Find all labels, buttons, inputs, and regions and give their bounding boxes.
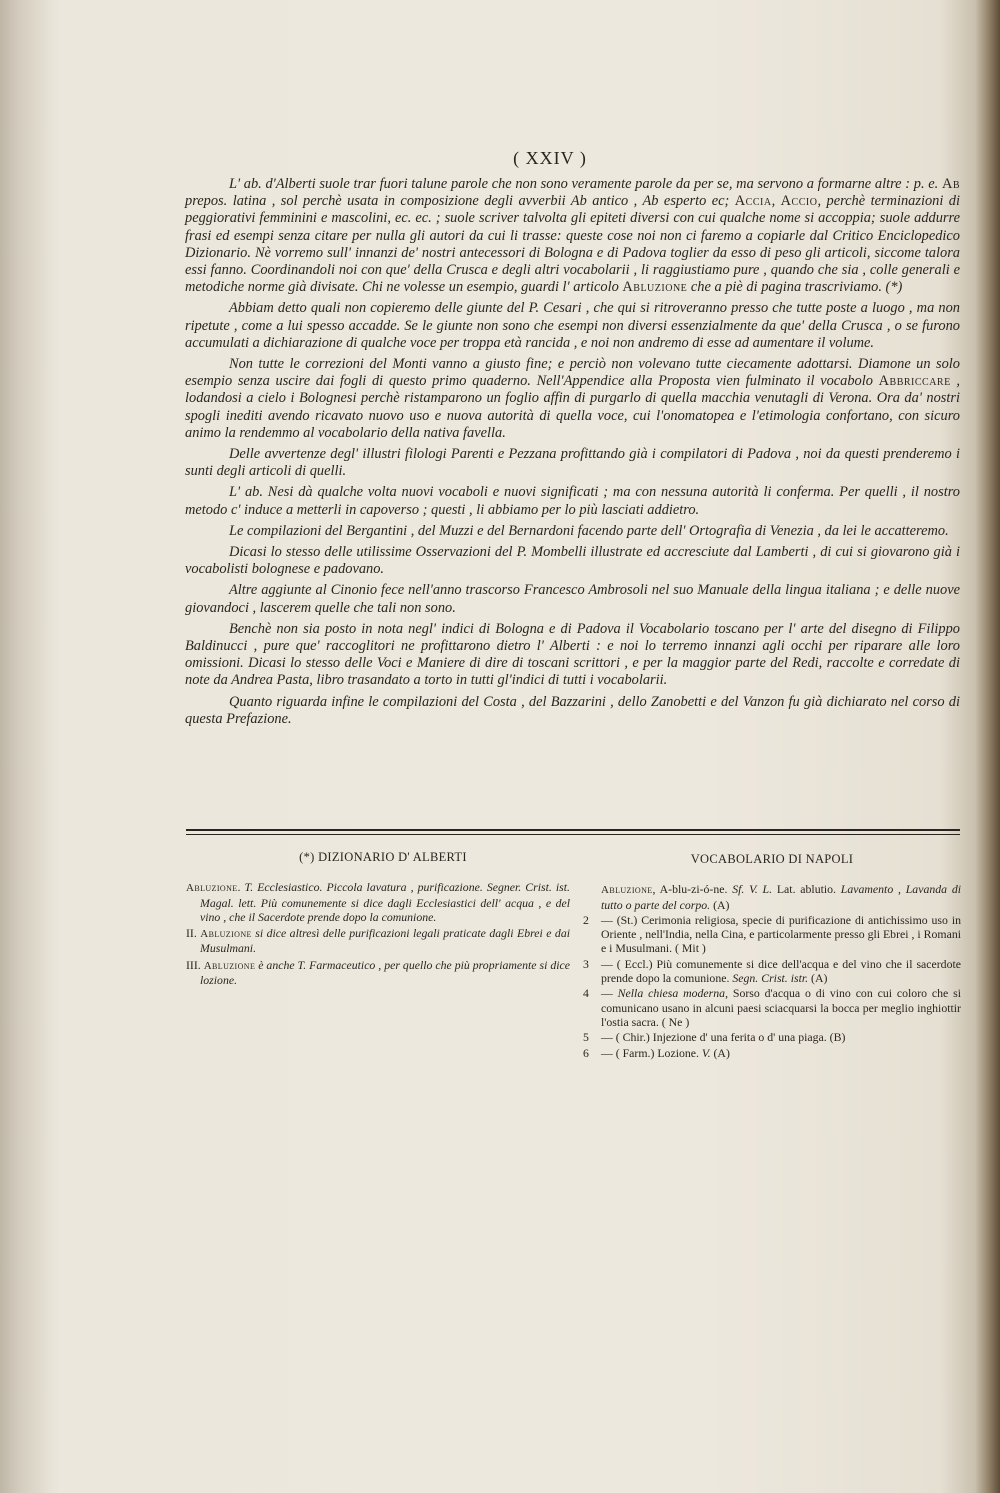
paragraph-text: Altre aggiunte al Cinonio fece nell'anno trascorso Francesco Ambrosoli nel suo Manuale della lingua italiana ; e delle nuove giovandoci , lascerem quelle che tali non sono. [185,582,960,616]
paragraph-text: Delle avvertenze degl' illustri filologi Parenti e Pezzana profittando già i compilatori di Padova , noi da questi prenderemo i sunti degli articoli di quelli. [185,446,960,480]
entry-text: — (St.) Cerimonia religiosa, specie di purificazione di antichissimo uso in Oriente , nell'India, nella Cina, e particolarmente presso gli Ebrei , i Romani e i Musulmani. ( Mit ) [601,912,961,956]
napoli-entry [583,957,961,986]
entry-text: (A) [710,897,730,912]
entry-text: , A-blu-zi-ó-ne. [652,882,733,897]
paragraph-text: Non tutte le correzioni del Monti vanno a giusto fine; e perciò non volevano tutte ciecamente adottarsi. Diamone un solo esempio senza uscire dai fogli di questo primo quaderno. Nell'Appendice alla Proposta vien fulminato il vocabolo [185,356,960,390]
entry-text: , Sorso d'acqua o di vino con cui coloro che si comunicano usano in alcuni paesi sciacquarsi la bocca per meglio inghiottir l'ostia sacra. ( Ne ) [601,986,961,1029]
main-body-text [185,176,960,732]
paragraph-text: Abbiam detto quali non copieremo delle giunte del P. Cesari , che qui si ritroveranno presso che tutte poste a luogo , ma non ripetute , come a lui spesso accadde. Se le giunte non sono che esempi non diversi essenzialmente da que' della Crusca , o se furono accumulati a dichiarazione di qualche voce per troppa età rancida , e noi non andremo di esse ad aumentare il volume. [185,300,960,351]
napoli-entry [583,1030,961,1044]
entry-number: 6 [583,1045,589,1060]
footnote-divider-thin [186,834,960,835]
entry-text: (A) [710,1045,730,1060]
footnote-divider-thick [186,829,960,831]
entry-text: . [237,880,245,895]
entry-text: Sf. V. L. [732,882,773,897]
body-paragraph [185,582,960,616]
napoli-entry [583,986,961,1029]
entry-text: II. [186,926,201,941]
entry-text: Segn. Crist. istr. [732,971,809,986]
entry-text: Abluzione [186,882,238,895]
footnote-left-title: (*) DIZIONARIO D' ALBERTI [299,850,467,864]
entry-text: Lat. ablutio. [772,882,841,897]
entry-text: T. Ecclesiastico. Piccola lavatura , purificazione. Segner. Crist. ist. Magal. lett. Più comunemente si dice dagli Ecclesiastici dell' acqua , e del vino , che il Sacerdote prende dopo la comunione. [200,880,570,924]
entry-body [601,957,961,986]
entry-text: Lavamento [840,882,894,897]
entry-text: Abluzione [203,959,256,972]
entry-text: si dice altresì delle purificazioni legali praticate dagli Ebrei e dai Musulmani. [200,926,570,956]
entry-body [601,1030,961,1044]
entry-text: Nella chiesa moderna [617,986,726,1001]
entry-number [583,882,601,912]
body-paragraph [185,544,960,578]
footnote-left-entries [186,880,570,987]
paragraph-text: Benchè non sia posto in nota negl' indici di Bologna e di Padova il Vocabolario toscano per l' arte del disegno di Filippo Baldinucci , pure que' raccoglitori ne profittarono dietro l' Alberti : e noi lo terremo innanzi agli occhi per riparare alle loro omissioni. Dicasi lo stesso delle Voci e Maniere di dire di toscani scrittori , e per la maggior parte del Redi, raccolte e corredate di note da Andrea Pasta, libro trasandato a torto in tutti gl'indici di tutti i vocabolarii. [185,620,960,689]
paragraph-text: L' ab. d'Alberti suole trar fuori talune parole che non sono veramente parole da per se, ma servono a formarne altre : p. e. [229,176,942,192]
paragraph-text: , perchè terminazioni di peggiorativi femminini e mascolini, ec. ec. ; suole scriver talvolta gli epiteti diversi con cui qualche nome si accoppia; suole addurre frasi ed esempi senza citare per nulla gli autori da cui li trasse: queste cose noi non ci faremo a copiarle dal Critico Enciclopedico Dizionario. Nè vorremo sull' innanzi de' nostri antecessori di Bologna e di Padova toglier da esso di peso gli articoli, siccome talora essi fanno. Coordinandoli noi con que' della Crusca e degli altri vocabolarii , li raggiustiamo pure , quando che sia , colle generali e metodiche norme già divisate. Chi ne volesse un esempio, guardi l' articolo [185,193,960,296]
entry-number: 2 [583,912,589,927]
body-paragraph [185,523,960,540]
body-paragraph [185,356,960,442]
napoli-entry [583,913,961,956]
paragraph-text: che a piè di pagina trascriviamo. (*) [687,279,903,296]
entry-body [601,986,961,1029]
entry-text: — [601,986,618,1001]
entry-number: 4 [583,986,589,1001]
entry-body [601,882,961,912]
entry-number: 5 [583,1030,589,1045]
footnote-right-entries [583,882,961,1060]
entry-text: Lavanda di tutto o parte del corpo. [601,882,961,912]
alberti-entry [186,926,570,956]
body-paragraph [185,621,960,690]
entry-text: — ( Farm.) Lozione. [601,1045,702,1060]
entry-text: — ( Chir.) Injezione d' una ferita o d' una piaga. (B) [601,1030,846,1045]
entry-text: , [893,882,906,897]
entry-text: Abluzione [200,928,252,941]
napoli-entry [583,882,961,912]
paragraph-text: L' ab. Nesi dà qualche volta nuovi vocaboli e nuovi significati ; ma con nessuna autorità li conferma. Per quelli , il nostro metodo c' induce a metterli in capoverso ; questi , li abbiamo per lo più lasciati addietro. [185,484,960,518]
paragraph-text: Dicasi lo stesso delle utilissime Osservazioni del P. Mombelli illustrate ed accresciute dal Lamberti , di cui si giovarono già i vocabolisti bolognese e padovano. [185,544,960,578]
paragraph-text: , lodandosi a cielo i Bolognesi perchè ristamparono un foglio affin di purgarlo di quella macchia venutagli di Verona. Ora da' nostri spogli inediti avendo ricavato nuovo uso e nuova autorità di quella voce, cui l'onomatopea e l'etimologia confortano, con sicuro animo la rendemmo al vocabolario della nativa favella. [185,373,960,441]
entry-text: III. [186,957,204,972]
body-paragraph [185,694,960,728]
paragraph-text: Quanto riguarda infine le compilazioni del Costa , del Bazzarini , dello Zanobetti e del Vanzon fu già dichiarato nel corso di questa Prefazione. [185,693,960,727]
entry-text: è anche T. Farmaceutico , per quello che più propriamente si dice lozione. [200,957,570,988]
small-caps-term: Abluzione [622,279,688,296]
body-paragraph [185,176,960,296]
small-caps-term: Accio [780,193,818,210]
small-caps-term: Accia [734,193,772,210]
napoli-entry [583,1046,961,1060]
entry-text: V. [701,1045,711,1060]
entry-text: — ( Eccl.) Più comunemente si dice dell'acqua e del vino che il sacerdote prende dopo la comunione. [601,956,961,986]
paragraph-text: prepos. latina , sol perchè usata in composizione degli avverbii Ab antico , Ab esperto ec; [185,193,735,210]
entry-number: 3 [583,956,589,971]
alberti-entry [186,880,570,924]
alberti-entry [186,958,570,988]
paragraph-text: Le compilazioni del Bergantini , del Muzzi e del Bernardoni facendo parte dell' Ortografia di Venezia , da lei le accatteremo. [229,522,949,539]
footnote-left-column [186,850,570,989]
small-caps-term: Abbriccare [878,373,951,390]
body-paragraph [185,300,960,352]
body-paragraph [185,484,960,518]
body-paragraph [185,446,960,480]
small-caps-term: Ab [941,176,960,192]
footnote-right-title: VOCABOLARIO DI NAPOLI [690,852,854,866]
entry-text: (A) [808,971,828,986]
page-binding-shadow [0,0,60,1493]
entry-text: Abluzione [601,884,653,897]
paragraph-text: , [771,193,781,210]
entry-body [601,913,961,956]
entry-body [601,1046,961,1060]
footnote-right-column [583,852,961,1061]
page-number-header: ( XXIV ) [513,148,587,168]
